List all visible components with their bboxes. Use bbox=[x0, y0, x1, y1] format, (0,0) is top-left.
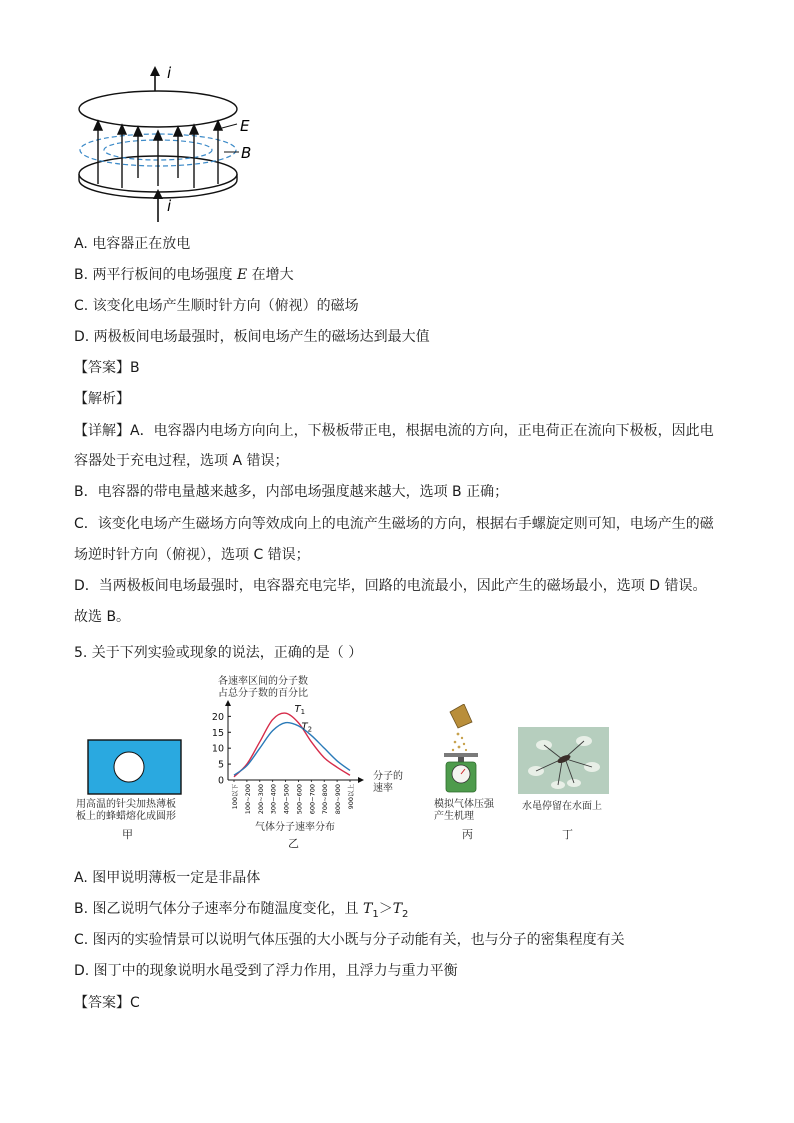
q4-detail-line5: 场逆时针方向（俯视），选项 C 错误； bbox=[74, 547, 310, 563]
x-tick-label: 200~300 bbox=[256, 784, 265, 815]
y-tick-label: 0 bbox=[217, 775, 224, 787]
x-tick-label: 100~200 bbox=[243, 784, 252, 815]
figure-bing-caption-2: 产生机理 bbox=[434, 811, 474, 822]
q5-option-d: D. 图丁中的现象说明水黾受到了浮力作用，且浮力与重力平衡 bbox=[74, 963, 458, 979]
q4-detail-line2: 容器处于充电过程，选项 A 错误； bbox=[74, 453, 289, 469]
legend-T2: $T_2$ bbox=[301, 721, 313, 734]
x-tick-label: 100以下 bbox=[231, 784, 239, 810]
series-line-T2 bbox=[234, 723, 350, 776]
figure-bing-label: 丙 bbox=[462, 828, 473, 841]
x-tick-label: 600~700 bbox=[308, 784, 317, 815]
x-tick-label: 700~800 bbox=[321, 784, 330, 815]
q4-option-c: C. 该变化电场产生顺时针方向（俯视）的磁场 bbox=[74, 298, 359, 314]
velocity-distribution-chart bbox=[206, 700, 376, 822]
y-axis-arrow bbox=[225, 700, 231, 706]
label-E: E bbox=[240, 117, 250, 135]
x-tick-label: 300~400 bbox=[269, 784, 278, 815]
chart-xlabel-2: 速率 bbox=[373, 783, 393, 794]
q4-detail-line7: 故选 B。 bbox=[74, 609, 131, 625]
q5-option-b bbox=[74, 899, 408, 925]
figure-jia-caption-1: 用高温的针尖加热薄板 bbox=[76, 799, 176, 810]
figure-ding bbox=[518, 727, 609, 794]
x-axis-arrow bbox=[358, 777, 364, 783]
chart-ylabel-2: 占总分子数的百分比 bbox=[218, 688, 308, 699]
label-i-bottom: i bbox=[167, 197, 172, 215]
y-tick-label: 10 bbox=[211, 743, 224, 755]
answer-bracket: 【答案】 bbox=[74, 995, 130, 1011]
q4-detail-line3: B．电容器的带电量越来越多，内部电场强度越来越大，选项 B 正确； bbox=[74, 484, 509, 500]
figure-bing bbox=[436, 704, 486, 796]
x-tick-label: 800~900 bbox=[334, 784, 343, 815]
y-tick-label: 20 bbox=[211, 711, 224, 723]
answer-bracket: 【答案】 bbox=[74, 360, 130, 376]
chart-caption: 气体分子速率分布 bbox=[255, 822, 335, 833]
figure-yi-label: 乙 bbox=[288, 837, 299, 850]
figure-ding-caption: 水黾停留在水面上 bbox=[522, 801, 602, 812]
capacitor-figure bbox=[74, 62, 274, 232]
q5-option-b-text: B. 图乙说明气体分子速率分布随温度变化，且 bbox=[74, 901, 363, 917]
answer-value: C bbox=[130, 995, 140, 1011]
q5-option-b-t1: T bbox=[362, 901, 373, 917]
label-B: B bbox=[241, 144, 252, 162]
q5-option-b-t2-sub: 2 bbox=[402, 908, 409, 920]
figure-ding-label: 丁 bbox=[562, 828, 573, 841]
label-i-top: i bbox=[167, 64, 172, 82]
figure-jia-caption-2: 板上的蜂蜡熔化成圆形 bbox=[76, 811, 176, 822]
figure-jia bbox=[87, 739, 182, 795]
q5-option-b-t1-sub: 1 bbox=[372, 908, 379, 920]
q5-stem: 5. 关于下列实验或现象的说法，正确的是（ ） bbox=[74, 645, 363, 661]
q4-option-a: A. 电容器正在放电 bbox=[74, 236, 191, 252]
chart-xlabel-1: 分子的 bbox=[373, 771, 403, 782]
q4-detail-line6: D．当两极板间电场最强时，电容器充电完毕，回路的电流最小，因此产生的磁场最小，选项 D 错误。 bbox=[74, 578, 707, 594]
q4-option-b bbox=[74, 265, 294, 285]
figure-jia-label: 甲 bbox=[122, 828, 133, 841]
q4-option-b-var: E bbox=[236, 267, 248, 283]
x-tick-label: 500~600 bbox=[295, 784, 304, 815]
q5-option-b-t2: T bbox=[392, 901, 403, 917]
q4-analysis-heading: 【解析】 bbox=[74, 391, 130, 407]
x-tick-label: 900以上 bbox=[347, 784, 355, 810]
legend-T1: $T_1$ bbox=[294, 704, 306, 717]
y-tick-label: 15 bbox=[211, 727, 224, 739]
q4-detail-line4: C．该变化电场产生磁场方向等效成向上的电流产生磁场的方向，根据右手螺旋定则可知，电场产生的磁 bbox=[74, 516, 714, 532]
q5-answer bbox=[74, 993, 140, 1013]
q4-option-d: D. 两极板间电场最强时，板间电场产生的磁场达到最大值 bbox=[74, 329, 430, 345]
q4-option-b-text: B. 两平行板间的电场强度 bbox=[74, 267, 237, 283]
answer-value: B bbox=[130, 360, 140, 376]
q4-answer bbox=[74, 358, 140, 378]
chart-ylabel-1: 各速率区间的分子数 bbox=[218, 676, 308, 687]
q4-option-b-text2: 在增大 bbox=[247, 267, 294, 283]
q5-option-a: A. 图甲说明薄板一定是非晶体 bbox=[74, 870, 261, 886]
q5-option-c: C. 图丙的实验情景可以说明气体压强的大小既与分子动能有关，也与分子的密集程度有关 bbox=[74, 932, 625, 948]
x-tick-label: 400~500 bbox=[282, 784, 291, 815]
q4-detail-line1: 【详解】A．电容器内电场方向向上，下极板带正电，根据电流的方向，正电荷正在流向下极板，因此电 bbox=[74, 423, 714, 439]
q5-option-b-gt: ＞ bbox=[378, 901, 393, 917]
y-tick-label: 5 bbox=[217, 759, 224, 771]
figure-bing-caption-1: 模拟气体压强 bbox=[434, 799, 494, 810]
